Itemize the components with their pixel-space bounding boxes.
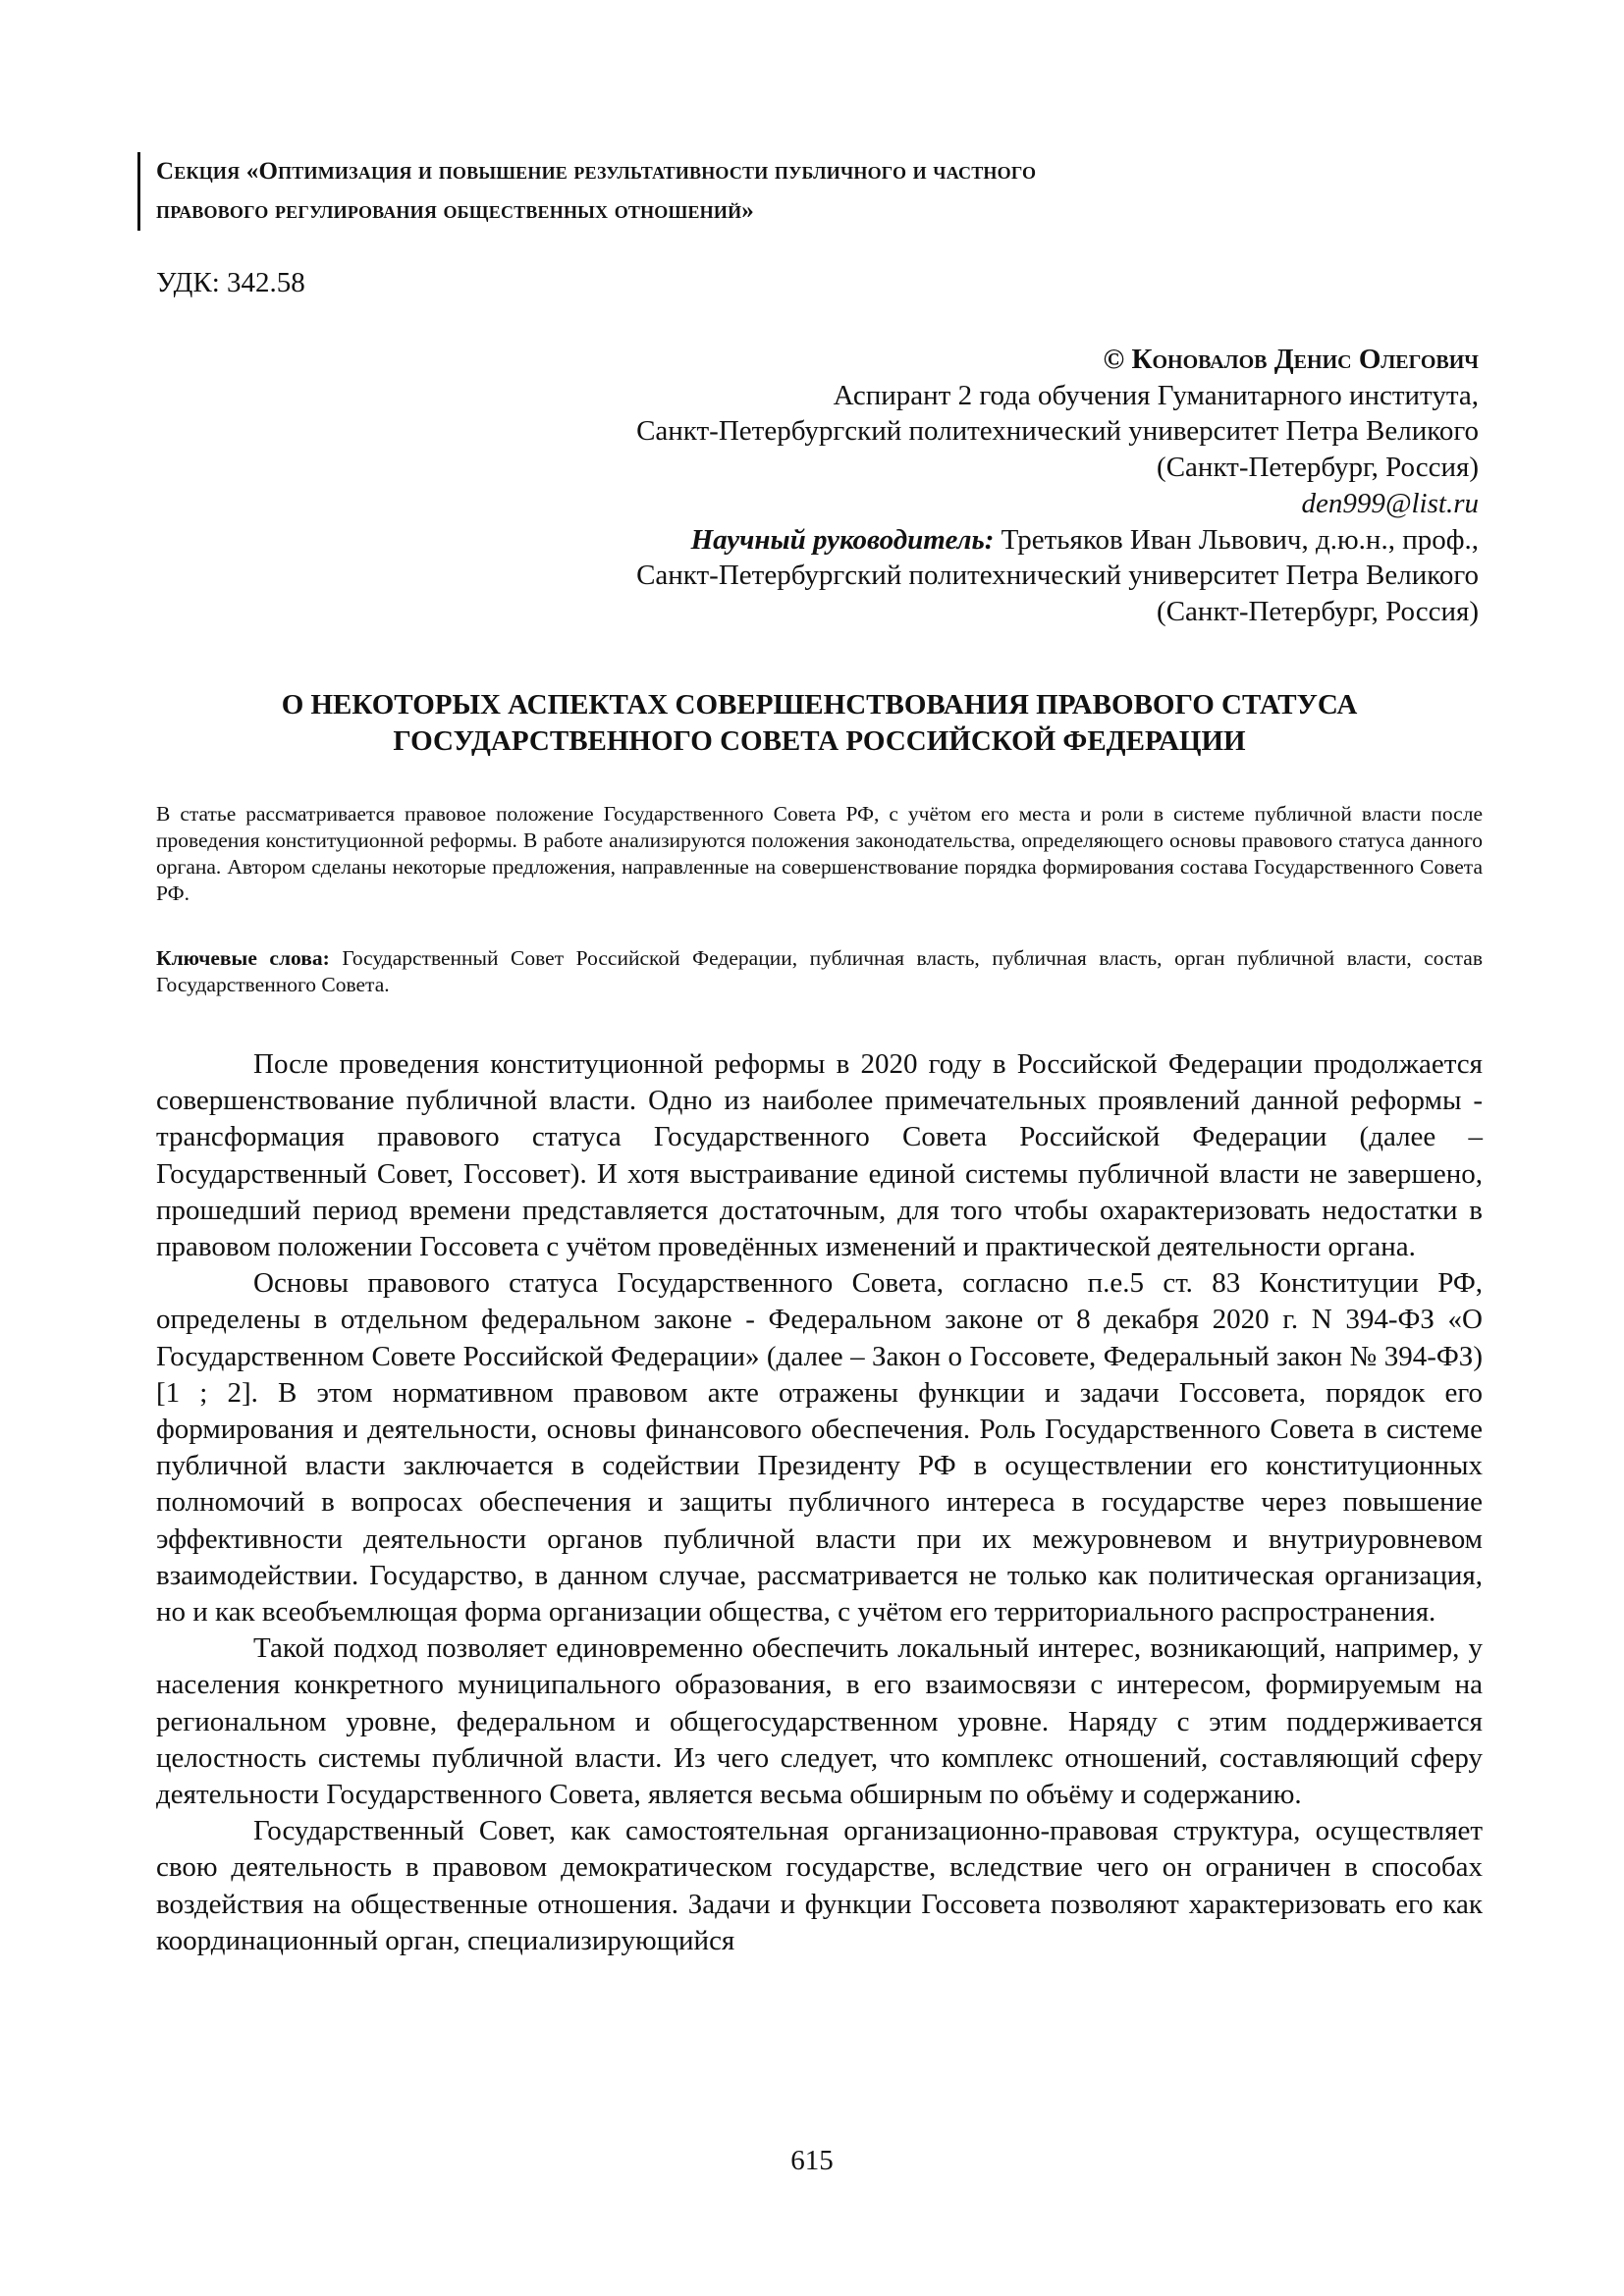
author-location: (Санкт-Петербург, Россия) (1157, 452, 1479, 484)
body-paragraph: Такой подход позволяет единовременно обеспечить локальный интерес, возникающий, например, у населения конкретного муниципального образования, в его взаимосвязи с интересом, формируемым на региональном уровне, федеральном и общегосударственном уровне. Наряду с этим поддерживается целостность системы публичной власти. Из чего следует, что комплекс отношений, составляющий сферу деятельности Государственного Совета, является весьма обширным по объёму и содержанию. (156, 1632, 1483, 1811)
abstract: В статье рассматривается правовое положение Государственного Совета РФ, с учётом его места и роли в системе публичной власти после проведения конституционной реформы. В работе анализируются положения законодательства, определяющего основы правового статуса данного органа. Автором сделаны некоторые предложения, направленные на совершенствование порядка формирования состава Государственного Совета РФ. (156, 802, 1483, 905)
author-email[interactable]: den999@list.ru (1301, 487, 1479, 519)
section-heading (137, 152, 1511, 231)
supervisor-label: Научный руководитель: (690, 523, 995, 556)
author-name: © Коновалов Денис Олегович (1103, 344, 1479, 375)
body-paragraph: Государственный Совет, как самостоятельная организационно-правовая структура, осуществляет свою деятельность в правовом демократическом государстве, вследствие чего он ограничен в способах воздействия на общественные отношения. Задачи и функции Госсовета позволяют характеризовать его как координационный орган, специализирующийся (156, 1815, 1483, 1956)
article-title (156, 687, 1483, 760)
keywords-text: Государственный Совет Российской Федерации, публичная власть, публичная власть, орган публичной власти, состав Государственного Совета. (156, 946, 1483, 996)
article-title-line: ГОСУДАРСТВЕННОГО СОВЕТА РОССИЙСКОЙ ФЕДЕРАЦИИ (393, 725, 1246, 757)
keywords-label: Ключевые слова: (156, 946, 330, 970)
supervisor-university: Санкт-Петербургский политехнический университет Петра Великого (636, 560, 1479, 592)
body-paragraph: Основы правового статуса Государственного Совета, согласно п.е.5 ст. 83 Конституции РФ, определены в отдельном федеральном законе - Федеральном законе от 8 декабря 2020 г. N 394-ФЗ «О Государственном Совете Российской Федерации» (далее – Закон о Госсовете, Федеральный закон № 394-ФЗ) [1 ; 2]. В этом нормативном правовом акте отражены функции и задачи Госсовета, порядок его формирования и деятельности, основы финансового обеспечения. Роль Государственного Совета в системе публичной власти заключается в содействии Президенту РФ в осуществлении его конституционных полномочий в вопросах обеспечения и защиты публичного интереса в государстве через повышение эффективности деятельности органов публичной власти при их межуровневом и внутриуровневом взаимодействии. Государство, в данном случае, рассматривается не только как политическая организация, но и как всеобъемлющая форма организации общества, с учётом его территориального распространения. (156, 1267, 1483, 1629)
supervisor-name: Третьяков Иван Львович, д.ю.н., проф., (994, 523, 1479, 556)
author-block (300, 342, 1479, 630)
supervisor-location: (Санкт-Петербург, Россия) (1157, 595, 1479, 627)
author-university: Санкт-Петербургский политехнический университет Петра Великого (636, 415, 1479, 448)
section-heading-line: Секция «Оптимизация и повышение результативности публичного и частного (156, 158, 1037, 185)
page-number: 615 (790, 2145, 834, 2176)
body-paragraph: После проведения конституционной реформы в 2020 году в Российской Федерации продолжается совершенствование публичной власти. Одно из наиболее примечательных проявлений данной реформы - трансформация правового статуса Государственного Совета Российской Федерации (далее – Государственный Совет, Госсовет). И хотя выстраивание единой системы публичной власти не завершено, прошедший период времени представляется достаточным, для того чтобы охарактеризовать недостатки в правовом положении Госсовета с учётом проведённых изменений и практической деятельности органа. (156, 1048, 1483, 1263)
article-title-line: О НЕКОТОРЫХ АСПЕКТАХ СОВЕРШЕНСТВОВАНИЯ ПРАВОВОГО СТАТУСА (281, 689, 1358, 721)
keywords (156, 945, 1483, 998)
author-position: Аспирант 2 года обучения Гуманитарного института, (833, 379, 1479, 411)
article-body (156, 1046, 1483, 1959)
section-heading-line: правового регулирования общественных отношений» (156, 197, 754, 224)
supervisor-line (300, 522, 1479, 559)
udk-code: УДК: 342.58 (156, 267, 305, 298)
